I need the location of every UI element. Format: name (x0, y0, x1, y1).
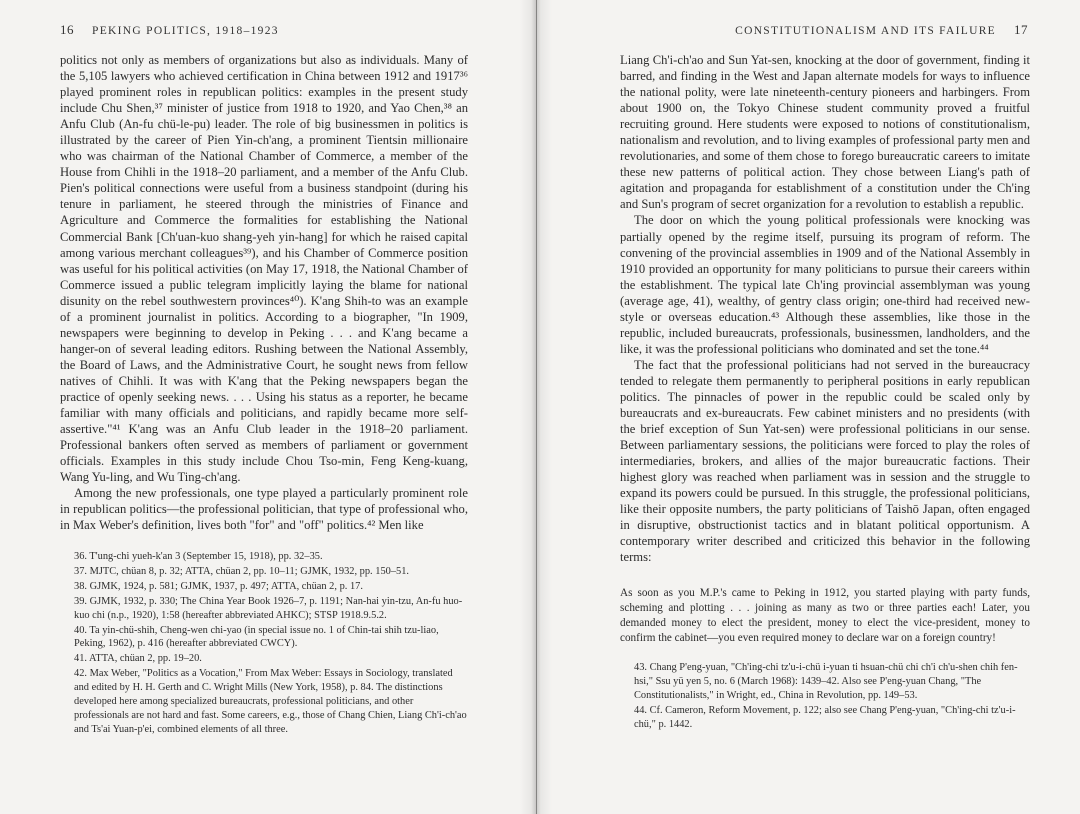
block-quote-text: As soon as you M.P.'s came to Peking in 1912, you started playing with party funds, scheming and plotting . . . joining as many as two or three parties each! Later, you demanded money to elect the president, money to elect the vice-president, money to confirm the cabinet—you even required money to declare war on a foreign country! (620, 587, 1030, 644)
block-quote (620, 586, 1030, 646)
left-running-head-title: PEKING POLITICS, 1918–1923 (92, 25, 279, 37)
footnote-36: 36. T'ung-chi yueh-k'an 3 (September 15, 1918), pp. 32–35. (74, 551, 323, 562)
left-body-text (60, 52, 468, 533)
right-running-head-title: CONSTITUTIONALISM AND ITS FAILURE (735, 25, 996, 37)
right-footnotes (620, 661, 1030, 733)
left-page-number: 16 (60, 22, 74, 37)
footnote-42: 42. Max Weber, "Politics as a Vocation," From Max Weber: Essays in Sociology, translated and edited by H. H. Gerth and C. Wright Mills (New York, 1958), p. 84. The distinctions developed here among specialized bureaucrats, professional politicians, and other professionals are not hard and fast. Some careers, e.g., those of Chang Chien, Liang Ch'i-ch'ao and Ts'ai Yuan-p'ei, combined elements of all three. (74, 668, 467, 735)
left-footnotes (60, 550, 470, 738)
right-paragraph-3: The fact that the professional politicians had not served in the bureaucracy tended to relegate them permanently to peripheral positions in early republican politics. The pinnacles of power in the republic could be scaled only by bureaucrats and ex-bureaucrats. Few cabinet ministers and no presidents (with the brief exception of Sun Yat-sen) were professional politicians in our sense. Between parliamentary sessions, the politicians were forced to play the roles of intermediaries, brokers, and allies of the major bureaucratic factions. Their highest glory was reached when parliament was in session and the struggle to expand its powers could be pursued. In this struggle, the professional politicians, like their opposite numbers, the party politicians of Taishō Japan, often engaged in disruptive, obstructionist tactics and in blatant political opportunism. A contemporary writer described and criticized this behavior in the following terms: (620, 357, 1030, 565)
footnote-41: 41. ATTA, chüan 2, pp. 19–20. (74, 653, 202, 665)
footnote-37: 37. MJTC, chüan 8, p. 32; ATTA, chüan 2, pp. 10–11; GJMK, 1932, pp. 150–51. (74, 565, 410, 577)
footnote-38: 38. GJMK, 1924, p. 581; GJMK, 1937, p. 497; ATTA, chüan 2, p. 17. (74, 580, 363, 592)
left-running-head (60, 22, 279, 38)
right-running-head (735, 22, 1028, 38)
footnote-44: 44. Cf. Cameron, Reform Movement, p. 122; also see Chang P'eng-yuan, "Ch'ing-chi tz'u-i-chü," p. 1442. (634, 704, 1016, 730)
right-paragraph-2: The door on which the young political professionals were knocking was partially opened by the regime itself, pursuing its program of reform. The convening of the provincial assemblies in 1909 and of the National Assembly in 1910 provided an opportunity for many politicians to pursue their careers within the establishment. The typical late Ch'ing provincial assemblyman was young (average age, 41), wealthy, of gentry class origin; one-third had received new-style or overseas education.⁴³ Although these assemblies, like those in the republic, included bureaucrats, professionals, businessmen, landholders, and the like, it was the professional politicians who dominated and set the tone.⁴⁴ (620, 213, 1030, 356)
right-paragraph-1: Liang Ch'i-ch'ao and Sun Yat-sen, knocking at the door of government, finding it barred, and finding in the West and Japan alternate models for ways to influence the national polity, were late nineteenth-century pioneers and harbingers. From about 1900 on, the Tokyo Chinese student community proved a fruitful recruiting ground. Here students were exposed to notions of constitutionalism, nationalism and revolution, and to living examples of professional party men and revolutionaries, and some of them chose to forego bureaucratic careers to imitate these new patterns of political action. They chose between Liang's path of agitation and propaganda for establishment of a constitution under the Ch'ing and Sun's program of secret organization for a revolution to establish a republic. (620, 53, 1030, 212)
right-page-number: 17 (1014, 22, 1028, 37)
left-page (0, 0, 535, 814)
footnote-40: 40. Ta yin-chü-shih, Cheng-wen chi-yao (in special issue no. 1 of Chin-tai shih tzu-liao, Peking, 1962), p. 416 (hereafter abbreviated CWCY). (74, 624, 439, 650)
left-paragraph-1: politics not only as members of organizations but also as individuals. Many of the 5,105 lawyers who achieved certification in China between 1912 and 1917³⁶ played prominent roles in republican politics: examples in the present study include Chu Shen,³⁷ minister of justice from 1918 to 1920, and Yao Chen,³⁸ an Anfu Club (An-fu chü-le-pu) leader. The role of big businessmen in politics is illustrated by the career of Pien Yin-ch'ang, a prominent Tientsin millionaire who was chairman of the National Chamber of Commerce, a member of the House from Chihli in the 1918–20 parliament, and a member of the Anfu Club. Pien's political connections were useful from a business standpoint (during his tenure in parliament, he steered through the ministries of Finance and Agriculture and Commerce the formalities for establishing the National Commercial Bank [Ch'uan-kuo shang-yeh yin-hang] for which he raised capital among various merchant colleagues³⁹), and his Chamber of Commerce position was useful for his political activities (on May 17, 1918, the National Chamber of Commerce issued a public telegram implicitly laying the blame for national disunity on the rebel southwestern provinces⁴⁰). K'ang Shih-to was an example of a prominent journalist in politics. According to a biographer, "In 1909, newspapers were beginning to develop in Peking . . . and K'ang became a hanger-on of several leading editors. Rushing between the National Assembly, the Board of Laws, and the Administrative Court, he sought news from fellow natives of Chihli. It was with K'ang that the Peking newspapers began the practice of openly seeking news. . . . Using his status as a reporter, he became familiar with many officials and politicians, and rapidly became more self-assertive."⁴¹ K'ang was an Anfu Club leader in the 1918–20 parliament. Professional bankers often served as members of parliament or government officials. Examples in this study include Chou Tso-min, Feng Keng-kuang, Wang Yu-ling, and Wu Ting-ch'ang. (60, 53, 468, 485)
footnote-43: 43. Chang P'eng-yuan, "Ch'ing-chi tz'u-i-chü i-yuan ti hsuan-chü chi ch'i ch'u-shen chih fen-hsi," Ssu yü yen 5, no. 6 (March 1968): 1439–42. Also see P'eng-yuan Chang, "The Constitutionalists," in Wright, ed., China in Revolution, pp. 149–53. (634, 662, 1018, 701)
left-paragraph-2: Among the new professionals, one type played a particularly prominent role in republican politics—the professional politician, that type of professional who, in Max Weber's definition, lives both "for" and "off" politics.⁴² Men like (60, 486, 468, 533)
right-page (535, 0, 1080, 814)
footnote-39: 39. GJMK, 1932, p. 330; The China Year Book 1926–7, p. 1191; Nan-hai yin-tzu, An-fu huo-kuo chi (n.p., 1920), 1:58 (hereafter abbreviated AHKC); STSP 1918.9.5.2. (74, 595, 463, 621)
right-body-text (620, 52, 1030, 566)
